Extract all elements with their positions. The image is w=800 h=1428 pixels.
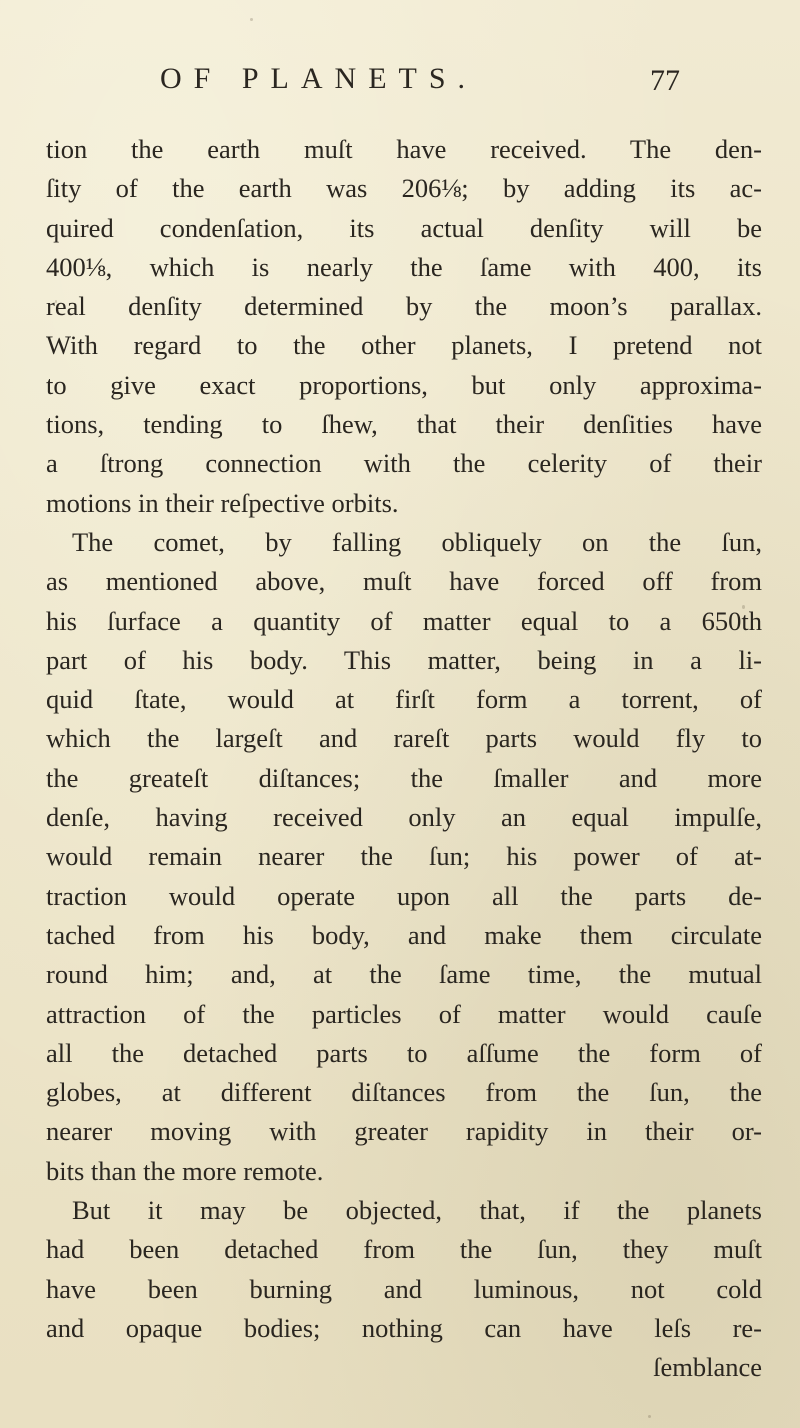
paragraph-first-line: But it may be objected, that, if the planets	[72, 1195, 762, 1226]
paper-speck	[55, 300, 57, 303]
text-line: ſity of the earth was 206⅛; by adding its ac-	[46, 173, 762, 204]
text-line: and opaque bodies; nothing can have leſs re-	[46, 1312, 762, 1343]
text-line: globes, at different diſtances from the ſun, the	[46, 1077, 762, 1108]
text-line: tion the earth muſt have received. The den-	[46, 134, 762, 164]
text-line: have been burning and luminous, not cold	[46, 1273, 762, 1304]
page-header	[160, 62, 680, 106]
text-line: tions, tending to ſhew, that their denſities have	[46, 409, 762, 440]
text-line: quid ſtate, would at firſt form a torrent, of	[46, 684, 762, 715]
text-line: the greateſt diſtances; the ſmaller and more	[46, 762, 762, 793]
text-line: part of his body. This matter, being in a li-	[46, 644, 762, 675]
text-line: a ſtrong connection with the celerity of their	[46, 448, 762, 479]
text-line: quired condenſation, its actual denſity will be	[46, 212, 762, 243]
text-line: With regard to the other planets, I pretend not	[46, 330, 762, 361]
text-line: 400⅛, which is nearly the ſame with 400, its	[46, 251, 762, 282]
text-line: round him; and, at the ſame time, the mutual	[46, 959, 762, 990]
text-line: all the detached parts to aſſume the form of	[46, 1037, 762, 1068]
paper-speck	[742, 605, 745, 609]
text-line: denſe, having received only an equal impulſe,	[46, 802, 762, 833]
running-head: OF PLANETS.	[160, 62, 478, 95]
paragraph-first-line: The comet, by falling obliquely on the ſun,	[72, 526, 762, 557]
body-text	[46, 130, 762, 1388]
paper-speck	[250, 18, 253, 21]
text-line: tached from his body, and make them circulate	[46, 919, 762, 950]
text-line: as mentioned above, muſt have forced off from	[46, 566, 762, 597]
text-line: which the largeſt and rareſt parts would fly to	[46, 723, 762, 754]
text-line: had been detached from the ſun, they muſt	[46, 1234, 762, 1265]
text-line: bits than the more remote.	[46, 1155, 324, 1186]
text-line: attraction of the particles of matter would cauſe	[46, 998, 762, 1029]
text-line: real denſity determined by the moon’s parallax.	[46, 291, 762, 322]
text-line: his ſurface a quantity of matter equal to a 650th	[46, 605, 762, 636]
page-number: 77	[650, 64, 680, 97]
text-line: nearer moving with greater rapidity in their or-	[46, 1116, 762, 1147]
text-line: would remain nearer the ſun; his power of at-	[46, 841, 762, 872]
catchword: ſemblance	[653, 1352, 762, 1383]
paper-speck	[648, 1415, 651, 1418]
text-line: traction would operate upon all the parts de-	[46, 880, 762, 911]
text-line: motions in their reſpective orbits.	[46, 487, 399, 518]
text-line: to give exact proportions, but only approxima-	[46, 369, 762, 400]
